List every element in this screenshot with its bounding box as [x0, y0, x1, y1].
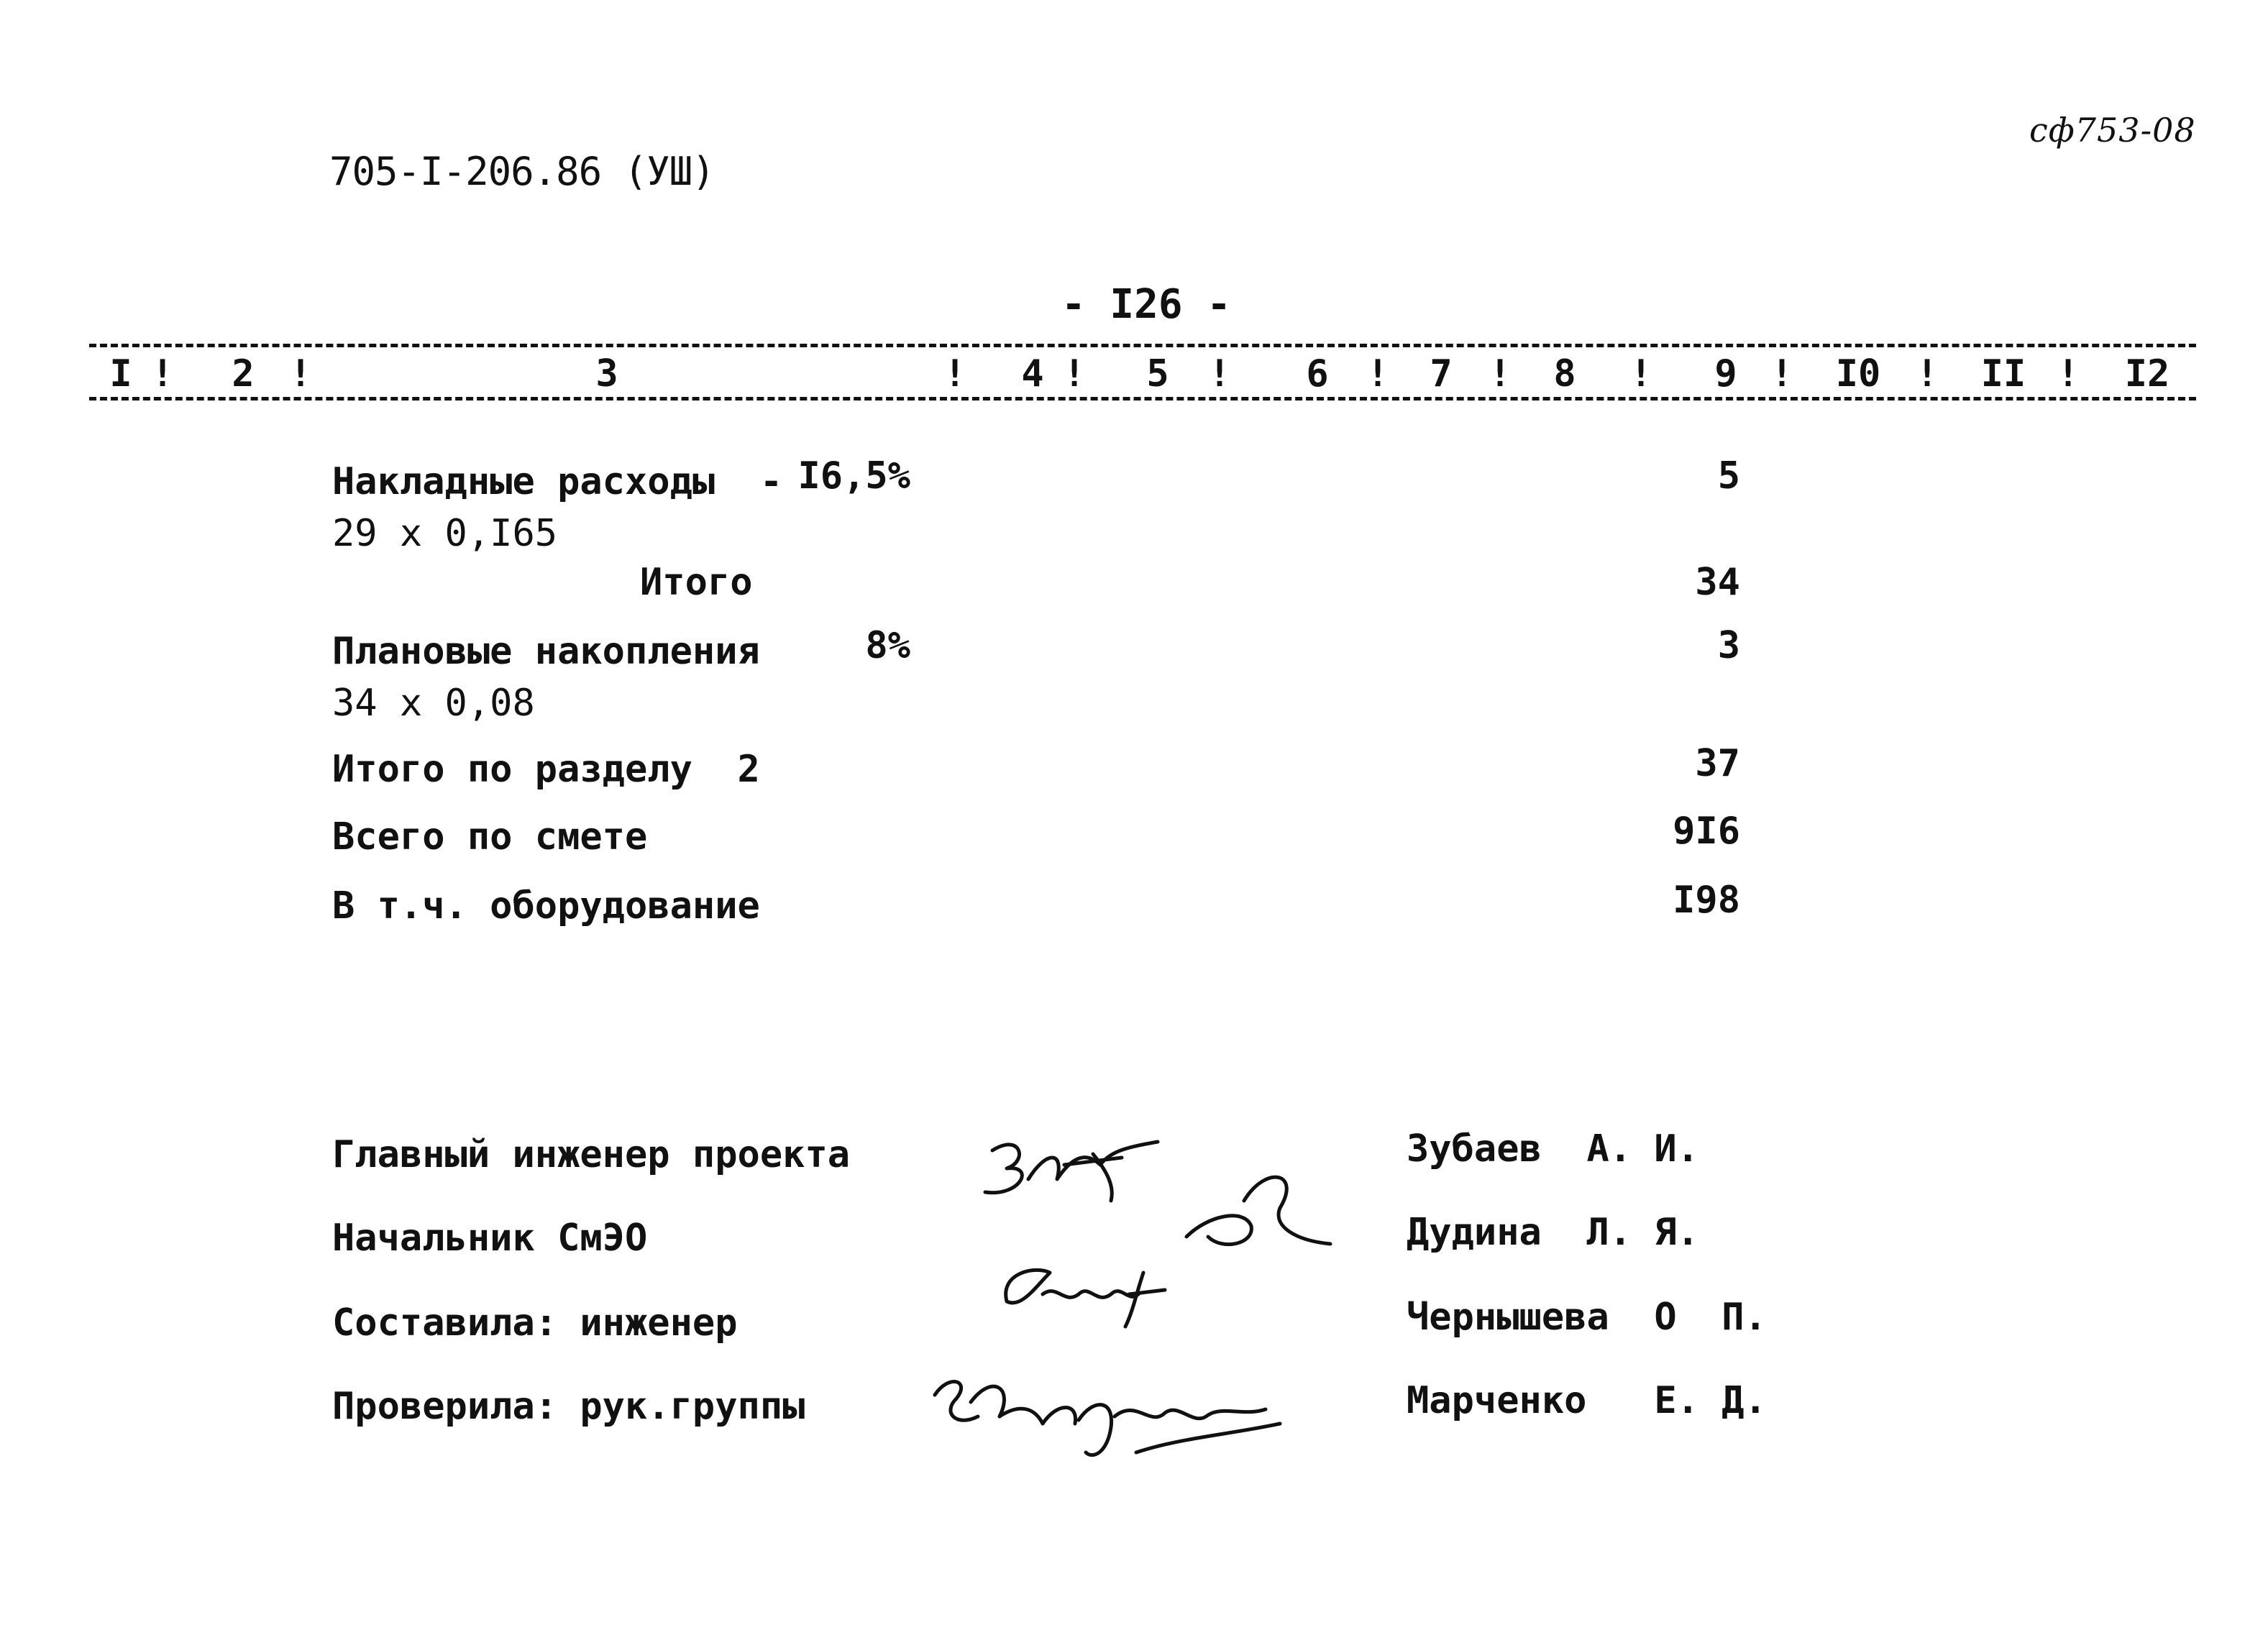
row-subtotal-label: Итого [640, 561, 753, 604]
column-header-1: I [109, 352, 132, 395]
column-separator: ! [943, 352, 966, 395]
archive-mark: сф753-08 [2029, 111, 2196, 150]
row-equipment-label: В т.ч. оборудование [332, 884, 760, 928]
row-equipment-value: I98 [1673, 879, 1740, 922]
column-separator: ! [1489, 352, 1512, 395]
column-separator: ! [1208, 352, 1231, 395]
column-separator: ! [1366, 352, 1389, 395]
row-section-total-value: 37 [1695, 742, 1740, 785]
page-number: - I26 - [1061, 281, 1232, 328]
header-top-rule [89, 344, 2196, 347]
column-separator: ! [151, 352, 174, 395]
row-overhead-formula: 29 x 0,I65 [332, 512, 558, 555]
document-code: 705-I-206.86 (УШ) [329, 149, 715, 194]
column-header-2: 2 [232, 352, 255, 395]
column-header-4: 4 [1021, 352, 1044, 395]
handwritten-signature-1 [978, 1129, 1165, 1208]
signature-role-compiled-by: Составила: инженер [332, 1301, 738, 1345]
header-bottom-rule [89, 397, 2196, 400]
column-header-8: 8 [1553, 352, 1576, 395]
column-header-5: 5 [1146, 352, 1169, 395]
signature-name-chief-engineer: Зубаев А. И. [1407, 1127, 1699, 1171]
signature-role-checked-by: Проверила: рук.группы [332, 1385, 805, 1428]
row-planned-savings-value: 3 [1717, 624, 1740, 667]
row-grand-total-value: 9I6 [1673, 810, 1740, 853]
signature-role-department-head: Начальник СмЭО [332, 1217, 648, 1260]
column-header-7: 7 [1430, 352, 1453, 395]
column-separator: ! [1770, 352, 1793, 395]
column-header-11: II [1980, 352, 2026, 395]
row-overhead-value: 5 [1717, 454, 1740, 498]
row-grand-total-label: Всего по смете [332, 815, 648, 859]
column-separator: ! [2057, 352, 2080, 395]
column-header-10: I0 [1835, 352, 1881, 395]
row-overhead-rate: I6,5% [797, 454, 910, 498]
row-planned-savings-label: Плановые накопления [332, 630, 760, 673]
column-header-6: 6 [1306, 352, 1329, 395]
handwritten-signature-2 [1179, 1158, 1338, 1258]
handwritten-signature-3 [992, 1244, 1179, 1330]
column-separator: ! [1916, 352, 1939, 395]
row-planned-savings-formula: 34 x 0,08 [332, 682, 535, 725]
column-separator: ! [1063, 352, 1086, 395]
signature-name-checked-by: Марченко Е. Д. [1407, 1379, 1767, 1422]
column-header-9: 9 [1714, 352, 1737, 395]
handwritten-signature-4 [920, 1359, 1294, 1467]
row-subtotal-value: 34 [1695, 561, 1740, 604]
column-separator: ! [289, 352, 312, 395]
signature-name-department-head: Дудина Л. Я. [1407, 1211, 1699, 1254]
row-section-total-label: Итого по разделу 2 [332, 748, 760, 791]
row-planned-savings-rate: 8% [865, 624, 910, 667]
signature-name-compiled-by: Чернышева О П. [1407, 1296, 1767, 1339]
column-header-3: 3 [595, 352, 618, 395]
row-overhead-label: Накладные расходы - [332, 460, 783, 503]
signature-role-chief-engineer: Главный инженер проекта [332, 1133, 851, 1176]
column-separator: ! [1629, 352, 1652, 395]
column-header-12: I2 [2124, 352, 2170, 395]
